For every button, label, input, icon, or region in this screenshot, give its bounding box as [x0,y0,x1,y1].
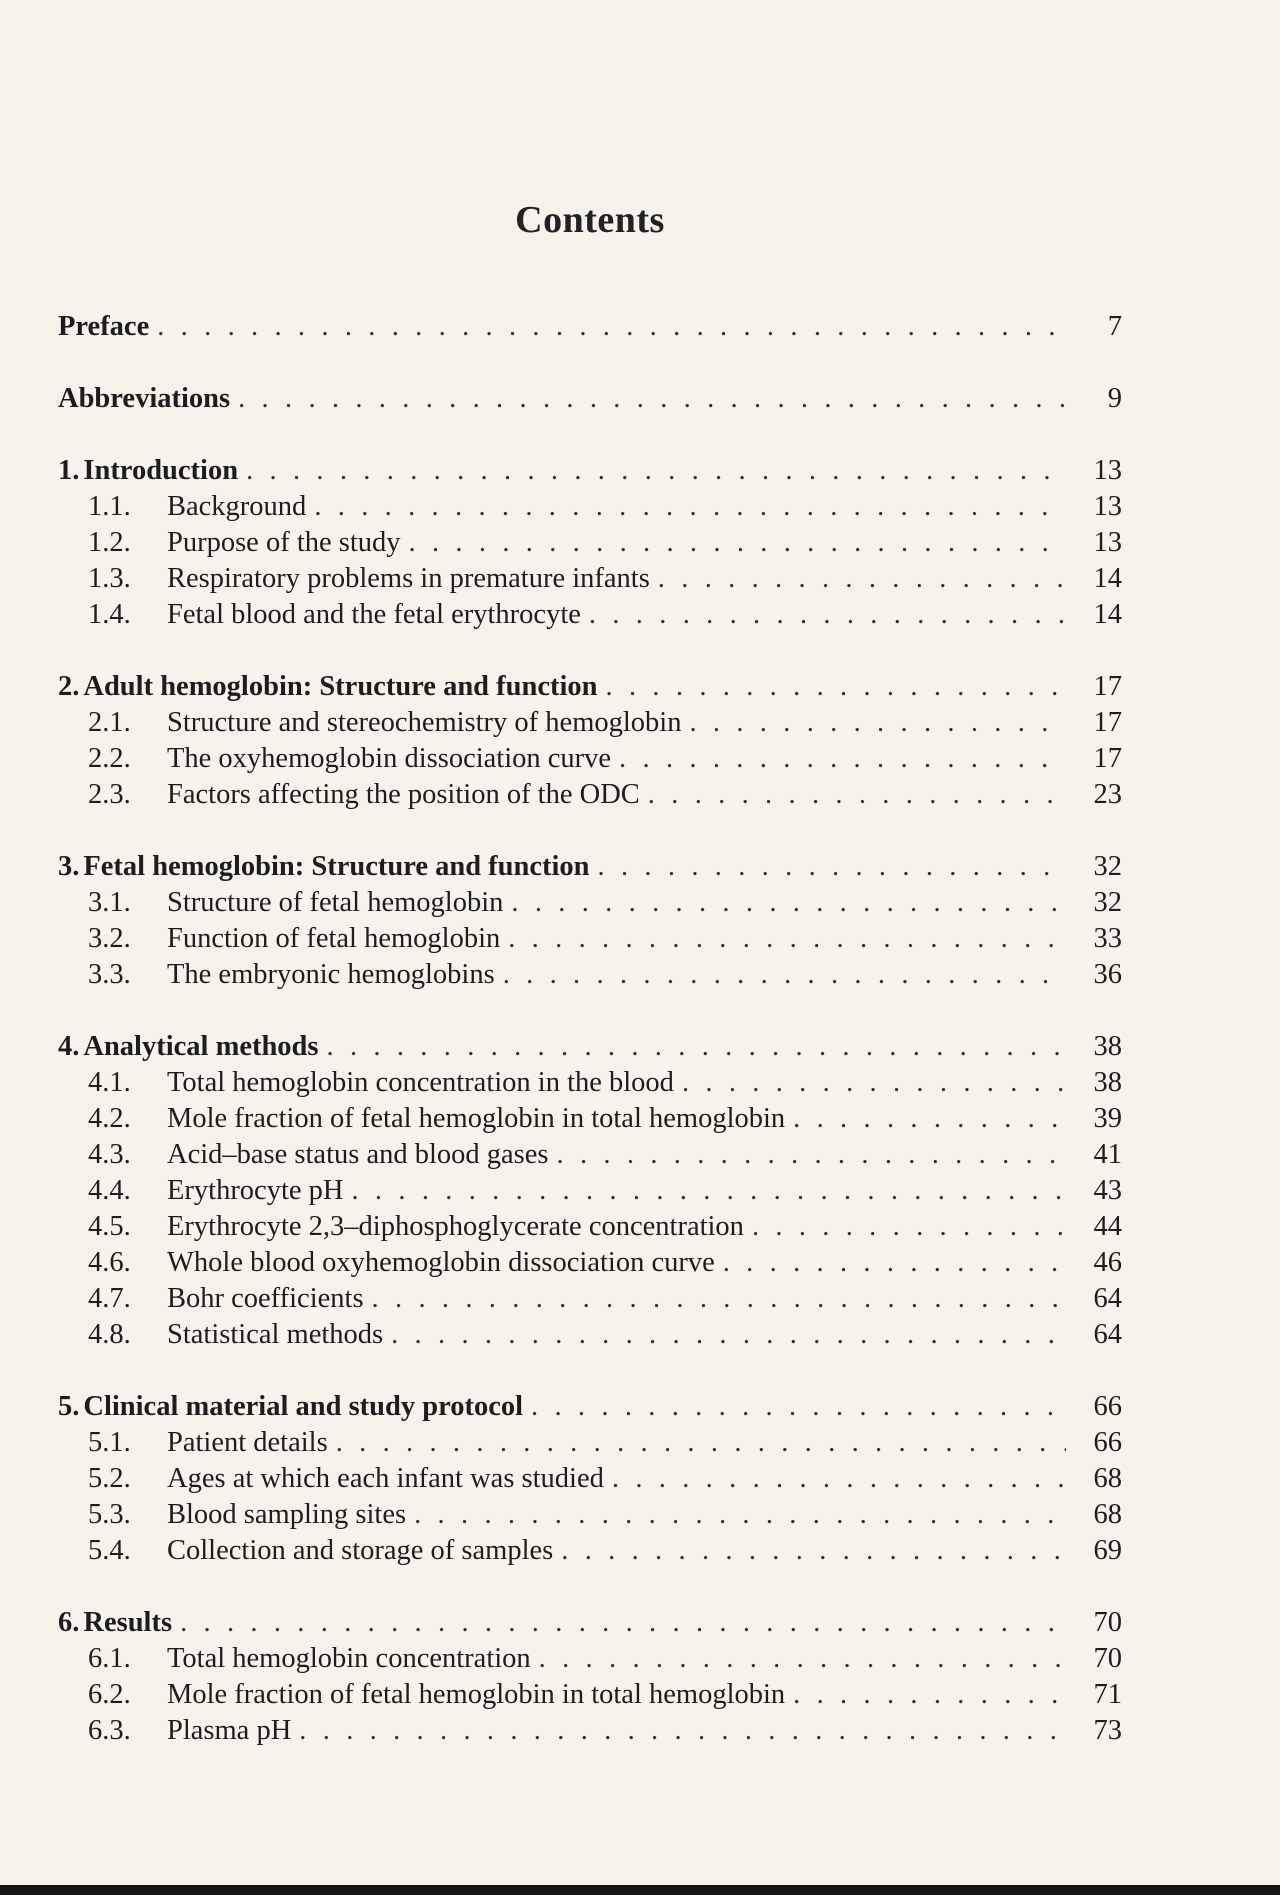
toc-entry-number: 5.2. [88,1463,131,1494]
dot-leader [511,885,1066,921]
toc-entry-number: 6. [58,1607,80,1638]
toc-section-entry [58,741,1122,777]
toc-entry-title: Erythrocyte 2,3–diphosphoglycerate concentration [167,1211,744,1242]
toc-entry-title: Blood sampling sites [167,1499,407,1530]
toc-entry-title: The oxyhemoglobin dissociation curve [167,743,612,774]
toc-section-entry [58,957,1122,993]
toc-page-number: 68 [1093,1499,1122,1530]
toc-page-number: 13 [1093,455,1122,486]
dot-leader [336,1425,1066,1461]
toc-section-entry [58,1245,1122,1281]
toc-page-number: 33 [1093,923,1122,954]
toc-section-entry [58,1101,1122,1137]
dot-leader [606,669,1066,705]
toc-entry-title: Analytical methods [83,1031,319,1062]
toc-entry-title: Adult hemoglobin: Structure and function [83,671,598,702]
toc-section-entry [58,885,1122,921]
toc-section-entry [58,1317,1122,1353]
toc-entry-title: Preface [58,311,150,342]
toc-entry-number: 4.8. [88,1319,131,1350]
toc-entry-title: Structure of fetal hemoglobin [167,887,504,918]
toc-entry-number: 2.3. [88,779,131,810]
toc-chapter-entry [58,669,1122,705]
toc-section-entry [58,1065,1122,1101]
toc-page-number: 38 [1093,1067,1122,1098]
dot-leader [648,777,1066,813]
dot-leader [598,849,1066,885]
toc-entry-number: 4.1. [88,1067,131,1098]
toc-page-number: 46 [1093,1247,1122,1278]
toc-page-number: 43 [1093,1175,1122,1206]
toc-chapter-entry [58,849,1122,885]
toc-entry-title: Whole blood oxyhemoglobin dissociation curve [167,1247,715,1278]
toc-entry-number: 5.1. [88,1427,131,1458]
toc-page-number: 9 [1107,383,1122,414]
toc-page-number: 66 [1093,1391,1122,1422]
toc-entry-title: Abbreviations [58,383,231,414]
toc-entry-number: 2.2. [88,743,131,774]
toc-entry-title: Statistical methods [167,1319,384,1350]
toc-chapter-entry [58,381,1122,417]
dot-leader [314,489,1066,525]
toc-page-number: 17 [1093,671,1122,702]
toc-page-number: 7 [1107,311,1122,342]
page-bottom-edge [0,1885,1280,1895]
toc-entry-title: Acid–base status and blood gases [167,1139,549,1170]
toc-entry-number: 5.4. [88,1535,131,1566]
dot-leader [619,741,1066,777]
toc-entry-number: 3.1. [88,887,131,918]
toc-entry-title: Factors affecting the position of the ODC [167,779,640,810]
toc-page-number: 68 [1093,1463,1122,1494]
dot-leader [157,309,1066,345]
toc-entry-number: 4. [58,1031,80,1062]
toc-page-number: 17 [1093,743,1122,774]
toc-entry-title: Fetal blood and the fetal erythrocyte [167,599,581,630]
dot-leader [658,561,1066,597]
toc-entry-title: Total hemoglobin concentration in the blood [167,1067,674,1098]
toc-section-entry [58,1533,1122,1569]
toc-entry-number: 4.3. [88,1139,131,1170]
dot-leader [531,1389,1066,1425]
toc-page-number: 13 [1093,491,1122,522]
toc-entry-number: 6.1. [88,1643,131,1674]
toc-page-number: 39 [1093,1103,1122,1134]
table-of-contents [58,309,1122,1749]
toc-entry-title: Ages at which each infant was studied [167,1463,604,1494]
toc-page-number: 70 [1093,1607,1122,1638]
toc-entry-number: 4.5. [88,1211,131,1242]
dot-leader [372,1281,1066,1317]
toc-entry-number: 2. [58,671,80,702]
dot-leader [723,1245,1066,1281]
toc-entry-number: 6.3. [88,1715,131,1746]
toc-page-number: 14 [1093,599,1122,630]
toc-page-number: 36 [1093,959,1122,990]
toc-section-entry [58,705,1122,741]
toc-entry-title: Patient details [167,1427,328,1458]
dot-leader [391,1317,1066,1353]
toc-entry-title: Erythrocyte pH [167,1175,344,1206]
toc-entry-title: Fetal hemoglobin: Structure and function [83,851,590,882]
dot-leader [557,1137,1066,1173]
toc-section-entry [58,1497,1122,1533]
toc-page-number: 14 [1093,563,1122,594]
toc-page-number: 69 [1093,1535,1122,1566]
toc-section-entry [58,1461,1122,1497]
toc-section-entry [58,1425,1122,1461]
dot-leader [752,1209,1066,1245]
toc-entry-number: 1.1. [88,491,131,522]
toc-page-number: 64 [1093,1283,1122,1314]
toc-entry-number: 1.2. [88,527,131,558]
dot-leader [409,525,1066,561]
toc-entry-title: Structure and stereochemistry of hemoglobin [167,707,682,738]
toc-entry-number: 1. [58,455,80,486]
dot-leader [238,381,1066,417]
toc-entry-title: The embryonic hemoglobins [167,959,495,990]
toc-entry-title: Total hemoglobin concentration [167,1643,531,1674]
dot-leader [299,1713,1066,1749]
dot-leader [589,597,1066,633]
toc-entry-number: 6.2. [88,1679,131,1710]
toc-entry-title: Background [167,491,307,522]
toc-chapter-entry [58,1029,1122,1065]
toc-entry-title: Plasma pH [167,1715,292,1746]
toc-section-entry [58,1281,1122,1317]
dot-leader [539,1641,1066,1677]
toc-page-number: 13 [1093,527,1122,558]
toc-entry-title: Introduction [83,455,239,486]
toc-entry-number: 5. [58,1391,80,1422]
toc-page-number: 32 [1093,887,1122,918]
toc-section-entry [58,1677,1122,1713]
toc-page-number: 41 [1093,1139,1122,1170]
toc-entry-number: 3. [58,851,80,882]
dot-leader [689,705,1066,741]
toc-section-entry [58,525,1122,561]
toc-section-entry [58,1641,1122,1677]
toc-entry-number: 1.3. [88,563,131,594]
dot-leader [793,1101,1066,1137]
toc-page-number: 44 [1093,1211,1122,1242]
toc-entry-title: Respiratory problems in premature infants [167,563,650,594]
dot-leader [561,1533,1066,1569]
dot-leader [414,1497,1066,1533]
toc-entry-number: 1.4. [88,599,131,630]
toc-page-number: 73 [1093,1715,1122,1746]
toc-page-number: 17 [1093,707,1122,738]
toc-entry-number: 3.3. [88,959,131,990]
dot-leader [508,921,1066,957]
toc-section-entry [58,921,1122,957]
toc-entry-number: 4.7. [88,1283,131,1314]
toc-page-number: 38 [1093,1031,1122,1062]
toc-chapter-entry [58,309,1122,345]
toc-entry-number: 3.2. [88,923,131,954]
toc-entry-title: Clinical material and study protocol [83,1391,524,1422]
dot-leader [327,1029,1067,1065]
dot-leader [612,1461,1066,1497]
dot-leader [246,453,1066,489]
toc-entry-number: 4.4. [88,1175,131,1206]
page-title: Contents [515,199,665,241]
toc-section-entry [58,489,1122,525]
dot-leader [682,1065,1066,1101]
toc-entry-title: Mole fraction of fetal hemoglobin in total hemoglobin [167,1679,786,1710]
toc-entry-title: Results [83,1607,173,1638]
toc-chapter-entry [58,1389,1122,1425]
toc-entry-number: 4.2. [88,1103,131,1134]
toc-page-number: 71 [1093,1679,1122,1710]
toc-section-entry [58,777,1122,813]
toc-section-entry [58,597,1122,633]
dot-leader [351,1173,1066,1209]
toc-page-number: 32 [1093,851,1122,882]
toc-entry-number: 4.6. [88,1247,131,1278]
toc-section-entry [58,1173,1122,1209]
toc-chapter-entry [58,1605,1122,1641]
toc-entry-title: Collection and storage of samples [167,1535,554,1566]
toc-page-number: 23 [1093,779,1122,810]
dot-leader [793,1677,1066,1713]
toc-entry-title: Purpose of the study [167,527,401,558]
toc-entry-title: Mole fraction of fetal hemoglobin in total hemoglobin [167,1103,786,1134]
toc-page-number: 70 [1093,1643,1122,1674]
toc-section-entry [58,1713,1122,1749]
dot-leader [503,957,1066,993]
toc-entry-title: Bohr coefficients [167,1283,364,1314]
dot-leader [180,1605,1066,1641]
toc-section-entry [58,1137,1122,1173]
toc-entry-number: 5.3. [88,1499,131,1530]
toc-section-entry [58,561,1122,597]
toc-chapter-entry [58,453,1122,489]
toc-entry-number: 2.1. [88,707,131,738]
toc-page-number: 64 [1093,1319,1122,1350]
toc-entry-title: Function of fetal hemoglobin [167,923,501,954]
toc-page-number: 66 [1093,1427,1122,1458]
toc-section-entry [58,1209,1122,1245]
